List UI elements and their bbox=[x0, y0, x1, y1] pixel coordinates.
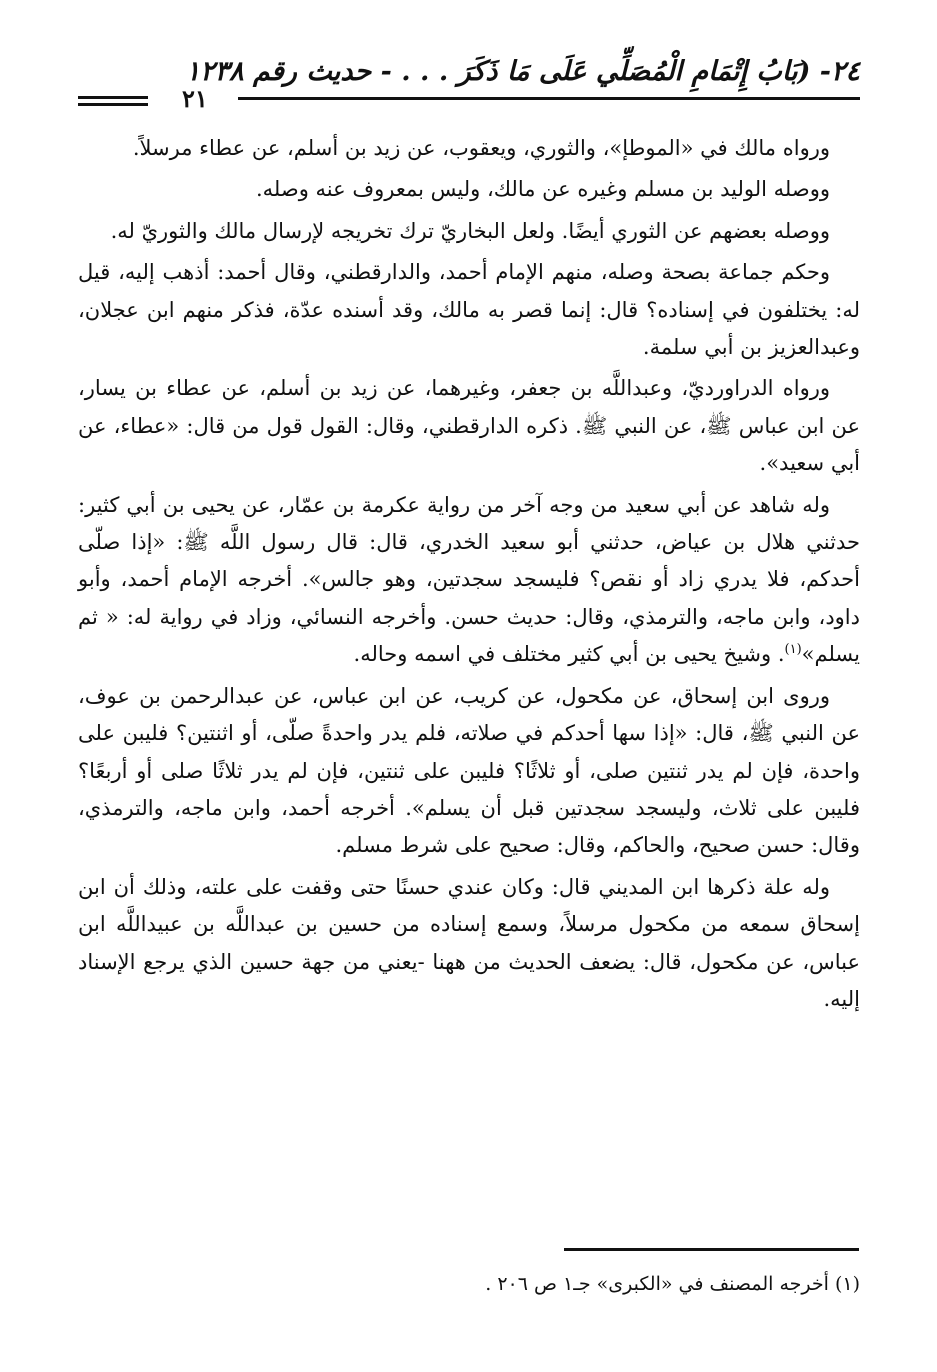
header-rule bbox=[238, 97, 860, 100]
body-text bbox=[78, 130, 860, 1018]
header-double-rule bbox=[78, 96, 148, 110]
paragraph: وحكم جماعة بصحة وصله، منهم الإمام أحمد، والدارقطني، وقال أحمد: أذهب إليه، قيل له: يختلفون في إسناده؟ قال: إنما قصر به مالك، وقد أسنده عدّة، فذكر منهم ابن عجلان، وعبدالعزيز بن أبي سلمة. bbox=[78, 260, 860, 360]
footnote-reference[interactable]: (١) bbox=[784, 642, 802, 658]
paragraph: ووصله الوليد بن مسلم وغيره عن مالك، وليس بمعروف عنه وصله. bbox=[256, 177, 830, 202]
paragraph: وله علة ذكرها ابن المديني قال: وكان عندي حسنًا حتى وقفت على علته، وذلك أن ابن إسحاق سمعه من مكحول مرسلاً، وسمع إسناده من حسين بن عبداللَّه بن عبيداللَّه ابن عباس، عن مكحول، قال: يضعف الحديث من ههنا -يعني من جهة حسين الذي يرجع الإسناد إليه. bbox=[78, 874, 860, 1011]
rule-line bbox=[78, 103, 148, 106]
page-header bbox=[78, 50, 860, 120]
paragraph: ورواه الدراورديّ، وعبداللَّه بن جعفر، وغيرهما، عن زيد بن أسلم، عن عطاء بن يسار، عن ابن عباس ﷺ، عن النبي ﷺ. ذكره الدارقطني، وقال: القول قول من قال: «عطاء، عن أبي سعيد». bbox=[78, 376, 860, 476]
paragraph-with-footnote bbox=[78, 487, 860, 674]
rule-line bbox=[78, 96, 148, 99]
paragraph: ورواه مالك في «الموطإ»، والثوري، ويعقوب، عن زيد بن أسلم، عن عطاء مرسلاً. bbox=[132, 136, 830, 160]
paragraph: وروى ابن إسحاق، عن مكحول، عن كريب، عن ابن عباس، عن عبدالرحمن بن عوف، عن النبي ﷺ، قال: «إذا سها أحدكم في صلاته، فلم يدر واحدةً صلّى، أو اثنتين؟ فليبن على واحدة، فإن لم يدر ثنتين صلى، أو ثلاثًا؟ فليبن على ثنتين، فإن لم يدر ثلاثًا صلى أو أربعًا؟ فليبن على ثلاث، وليسجد سجدتين قبل أن يسلم». أخرجه أحمد، وابن ماجه، والترمذي، وقال: حسن صحيح، والحاكم، وقال: صحيح على شرط مسلم. bbox=[78, 683, 860, 858]
footnote-separator bbox=[564, 1248, 859, 1251]
paragraph-text: وله شاهد عن أبي سعيد من وجه آخر من رواية عكرمة بن عمّار، عن يحيى بن أبي كثير: حدثني هلال بن عياض، حدثني أبو سعيد الخدري، قال: قال رسول اللَّه ﷺ: «إذا صلّى أحدكم، فلا يدري زاد أو نقص؟ فليسجد سجدتين، وهو جالس». أخرجه الإمام أحمد، وأبو داود، وابن ماجه، والترمذي، وقال: حديث حسن. وأخرجه النسائي، وزاد في رواية له: « ثم يسلم» bbox=[78, 492, 860, 667]
paragraph: ووصله بعضهم عن الثوري أيضًا. ولعل البخاريّ ترك تخريجه لإرسال مالك والثوريّ له. bbox=[110, 218, 830, 243]
paragraph-text: . وشيخ يحيى بن أبي كثير مختلف في اسمه وحاله. bbox=[353, 642, 785, 667]
page-number: ٢١ bbox=[182, 84, 208, 113]
footnote: (١) أخرجه المصنف في «الكبرى» جـ١ ص ٢٠٦ . bbox=[485, 1273, 860, 1295]
chapter-title: ٢٤- (بَابُ إِتْمَامِ الْمُصَلِّي عَلَى مَا ذَكَرَ . . . - حديث رقم ١٢٣٨ bbox=[185, 56, 860, 87]
